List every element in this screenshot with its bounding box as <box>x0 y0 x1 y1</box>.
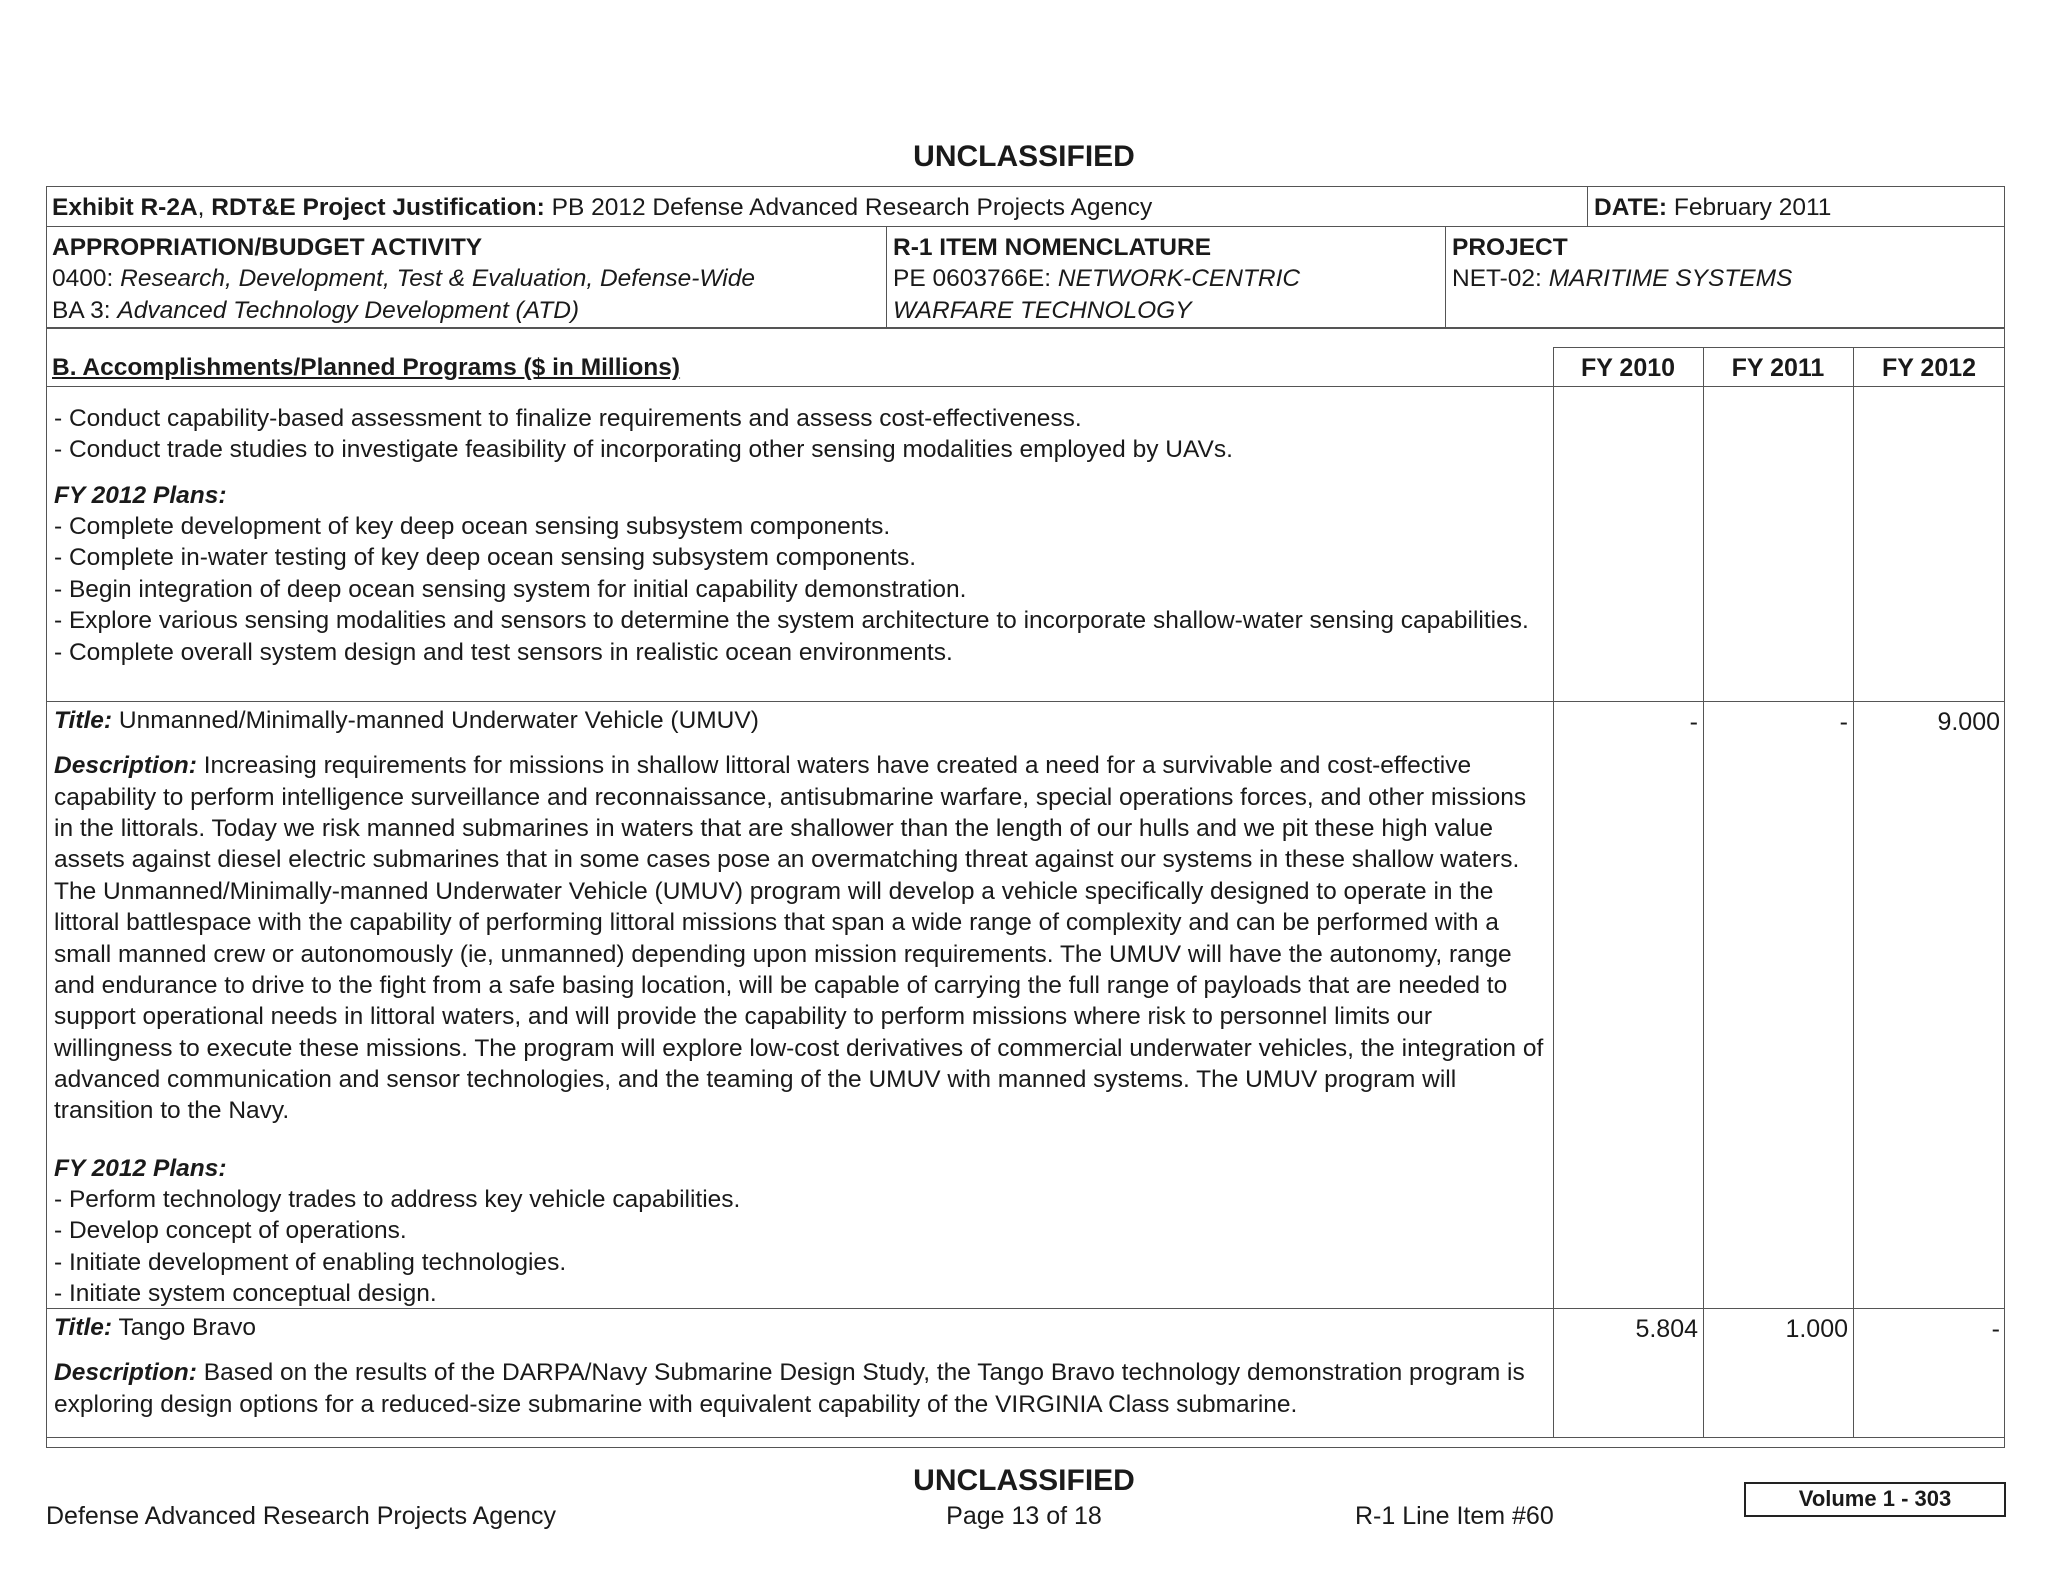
tango-title: Tango Bravo <box>112 1314 257 1341</box>
umuv-fy2010-value: - <box>1689 708 1698 736</box>
plan-item: - Develop concept of operations. <box>54 1217 407 1245</box>
r1-label: R-1 ITEM NOMENCLATURE <box>893 234 1212 261</box>
date-label: DATE: <box>1594 194 1668 221</box>
umuv-plans-label: FY 2012 Plans: <box>54 1154 227 1182</box>
continuation-plans-label: FY 2012 Plans: <box>54 481 227 509</box>
fy-2010-header: FY 2010 <box>1580 354 1676 382</box>
exhibit-date <box>1588 188 2004 227</box>
section-title: B. Accomplishments/Planned Programs ($ in Millions) <box>52 354 681 381</box>
footer-agency: Defense Advanced Research Projects Agency <box>46 1502 557 1530</box>
fy-2011-header: FY 2011 <box>1731 354 1825 382</box>
plan-item: - Complete development of key deep ocean sensing subsystem components. <box>54 513 891 541</box>
umuv-desc-label: Description: <box>54 752 197 780</box>
plan-item: - Initiate system conceptual design. <box>54 1280 437 1308</box>
tango-description: Based on the results of the DARPA/Navy Submarine Design Study, the Tango Bravo technology demonstration program is exploring design options for a reduced-size submarine with equivalent capability of the VIRGINIA Class submarine. <box>54 1359 1525 1418</box>
plan-item: - Initiate development of enabling technologies. <box>54 1248 567 1276</box>
r1-cell <box>887 228 1443 330</box>
plan-item: - Perform technology trades to address key vehicle capabilities. <box>54 1186 741 1214</box>
umuv-title: Unmanned/Minimally-manned Underwater Vehicle (UMUV) <box>112 707 759 734</box>
classification-bottom: UNCLASSIFIED <box>913 1464 1135 1497</box>
tango-fy2012-value: - <box>1991 1315 2000 1343</box>
appropriation-code-1: 0400: <box>52 265 121 293</box>
classification-top: UNCLASSIFIED <box>913 140 1135 173</box>
continuation-line: - Conduct trade studies to investigate feasibility of incorporating other sensing modalities employed by UAVs. <box>54 436 1233 464</box>
umuv-title-label: Title: <box>54 707 113 734</box>
plan-item: - Explore various sensing modalities and sensors to determine the system architecture to incorporate shallow-water sensing capabilities. <box>54 607 1529 635</box>
plan-item: - Complete in-water testing of key deep ocean sensing subsystem components. <box>54 544 917 572</box>
appropriation-text-1: Research, Development, Test & Evaluation, Defense-Wide <box>120 265 755 293</box>
continuation-block <box>48 403 1548 668</box>
footer-line-item: R-1 Line Item #60 <box>1355 1502 1554 1530</box>
exhibit-title <box>46 188 1586 227</box>
project-label: PROJECT <box>1452 234 1568 261</box>
appropriation-label: APPROPRIATION/BUDGET ACTIVITY <box>52 234 483 261</box>
plan-item: - Begin integration of deep ocean sensing system for initial capability demonstration. <box>54 575 967 603</box>
project-cell <box>1446 228 2004 299</box>
footer-page: Page 13 of 18 <box>946 1502 1102 1530</box>
r1-text-2: WARFARE TECHNOLOGY <box>893 296 1192 324</box>
tango-fy2011-value: 1.000 <box>1785 1315 1848 1343</box>
volume-box: Volume 1 - 303 <box>1744 1482 2006 1517</box>
r1-text-1: NETWORK-CENTRIC <box>1057 265 1301 293</box>
exhibit-type-value: PB 2012 Defense Advanced Research Projects Agency <box>544 194 1153 221</box>
umuv-description: Increasing requirements for missions in shallow littoral waters have created a need for a survivable and cost-effective capability to perform intelligence surveillance and reconnaissance, antisubmarine warfare, special operations forces, and other missions in the littorals. Today we risk manned submarines in waters that are shallower than the length of our hulls and we pit these high value assets against diesel electric submarines that in some cases pose an overmatching threat against our systems in these shallow waters. The Unmanned/Minimally-manned Underwater Vehicle (UMUV) program will develop a vehicle specifically designed to operate in the littoral battlespace with the capability of performing littoral missions that span a wide range of complexity and can be performed with a small manned crew or autonomously (ie, unmanned) depending upon mission requirements. The UMUV will have the autonomy, range and endurance to drive to the fight from a safe basing location, will be capable of carrying the full range of payloads that are needed to support operational needs in littoral waters, and will provide the capability to perform missions where risk to personnel limits our willingness to execute these missions. The program will explore low-cost derivatives of commercial underwater vehicles, the integration of advanced communication and sensor technologies, and the teaming of the UMUV with manned systems. The UMUV program will transition to the Navy. <box>54 752 1544 1125</box>
exhibit-type-label: RDT&E Project Justification: <box>211 194 545 221</box>
tango-fy2010-value: 5.804 <box>1635 1315 1698 1343</box>
umuv-fy2012-value: 9.000 <box>1937 708 2000 736</box>
tango-block <box>48 1312 1554 1420</box>
appropriation-cell <box>46 228 884 330</box>
tango-desc-label: Description: <box>54 1359 197 1387</box>
date-value: February 2011 <box>1667 194 1832 221</box>
umuv-block <box>48 705 1554 1309</box>
umuv-fy2011-value: - <box>1839 708 1848 736</box>
exhibit-label: Exhibit R-2A <box>52 194 198 221</box>
appropriation-text-2: Advanced Technology Development (ATD) <box>117 296 580 324</box>
exhibit-sep: , <box>197 194 212 221</box>
fy-2012-header: FY 2012 <box>1881 354 1977 382</box>
tango-title-label: Title: <box>54 1314 113 1341</box>
plan-item: - Complete overall system design and test sensors in realistic ocean environments. <box>54 638 953 666</box>
appropriation-code-2: BA 3: <box>52 296 118 324</box>
r1-code: PE 0603766E: <box>893 265 1058 293</box>
project-code: NET-02: <box>1452 265 1549 293</box>
continuation-line: - Conduct capability-based assessment to finalize requirements and assess cost-effectiveness. <box>54 405 1082 432</box>
project-text: MARITIME SYSTEMS <box>1548 265 1793 293</box>
